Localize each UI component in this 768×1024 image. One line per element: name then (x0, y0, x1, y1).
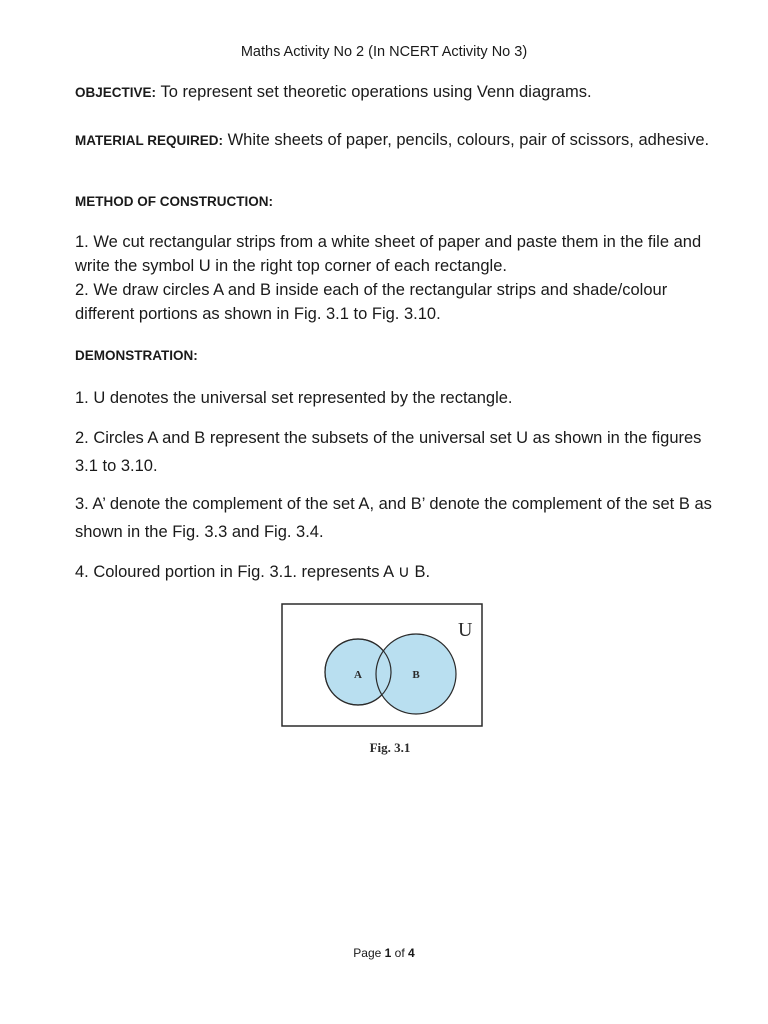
material-text: White sheets of paper, pencils, colours, pair of scissors, adhesive. (227, 131, 710, 149)
demonstration-label: DEMONSTRATION: (75, 348, 198, 363)
venn-diagram-figure (276, 596, 492, 760)
objective-text: To represent set theoretic operations using Venn diagrams. (160, 83, 592, 101)
demonstration-point-1: 1. U denotes the universal set represented by the rectangle. (75, 389, 513, 407)
page-header: Maths Activity No 2 (In NCERT Activity No 3) (240, 44, 528, 60)
method-step-1: 1. We cut rectangular strips from a white sheet of paper and paste them in the file and write the symbol U in the right top corner of each rectangle. (75, 233, 702, 275)
objective-section (75, 80, 715, 104)
universal-set-label: U (458, 619, 473, 641)
method-steps (75, 230, 715, 326)
set-a-label: A (354, 669, 362, 681)
material-section (75, 128, 715, 153)
material-label: MATERIAL REQUIRED: (75, 133, 223, 148)
footer-page-prefix: Page (353, 946, 382, 960)
footer-page-number: 1 (384, 946, 392, 960)
footer-of: of (394, 946, 405, 960)
figure-caption: Fig. 3.1 (369, 740, 411, 755)
demonstration-point-2: 2. Circles A and B represent the subsets of the universal set U as shown in the figures 3.1 to 3.10. (75, 429, 702, 475)
footer-page-total: 4 (408, 946, 415, 960)
set-b-label: B (412, 669, 420, 681)
method-step-2: 2. We draw circles A and B inside each of the rectangular strips and shade/colour different portions as shown in Fig. 3.1 to Fig. 3.10. (75, 281, 668, 323)
demonstration-point-3: 3. A’ denote the complement of the set A, and B’ denote the complement of the set B as shown in the Fig. 3.3 and Fig. 3.4. (75, 495, 712, 541)
page-footer (0, 946, 768, 960)
demonstration-point-4: 4. Coloured portion in Fig. 3.1. represents A ∪ B. (75, 563, 431, 581)
method-label: METHOD OF CONSTRUCTION: (75, 194, 273, 209)
objective-label: OBJECTIVE: (75, 85, 157, 100)
